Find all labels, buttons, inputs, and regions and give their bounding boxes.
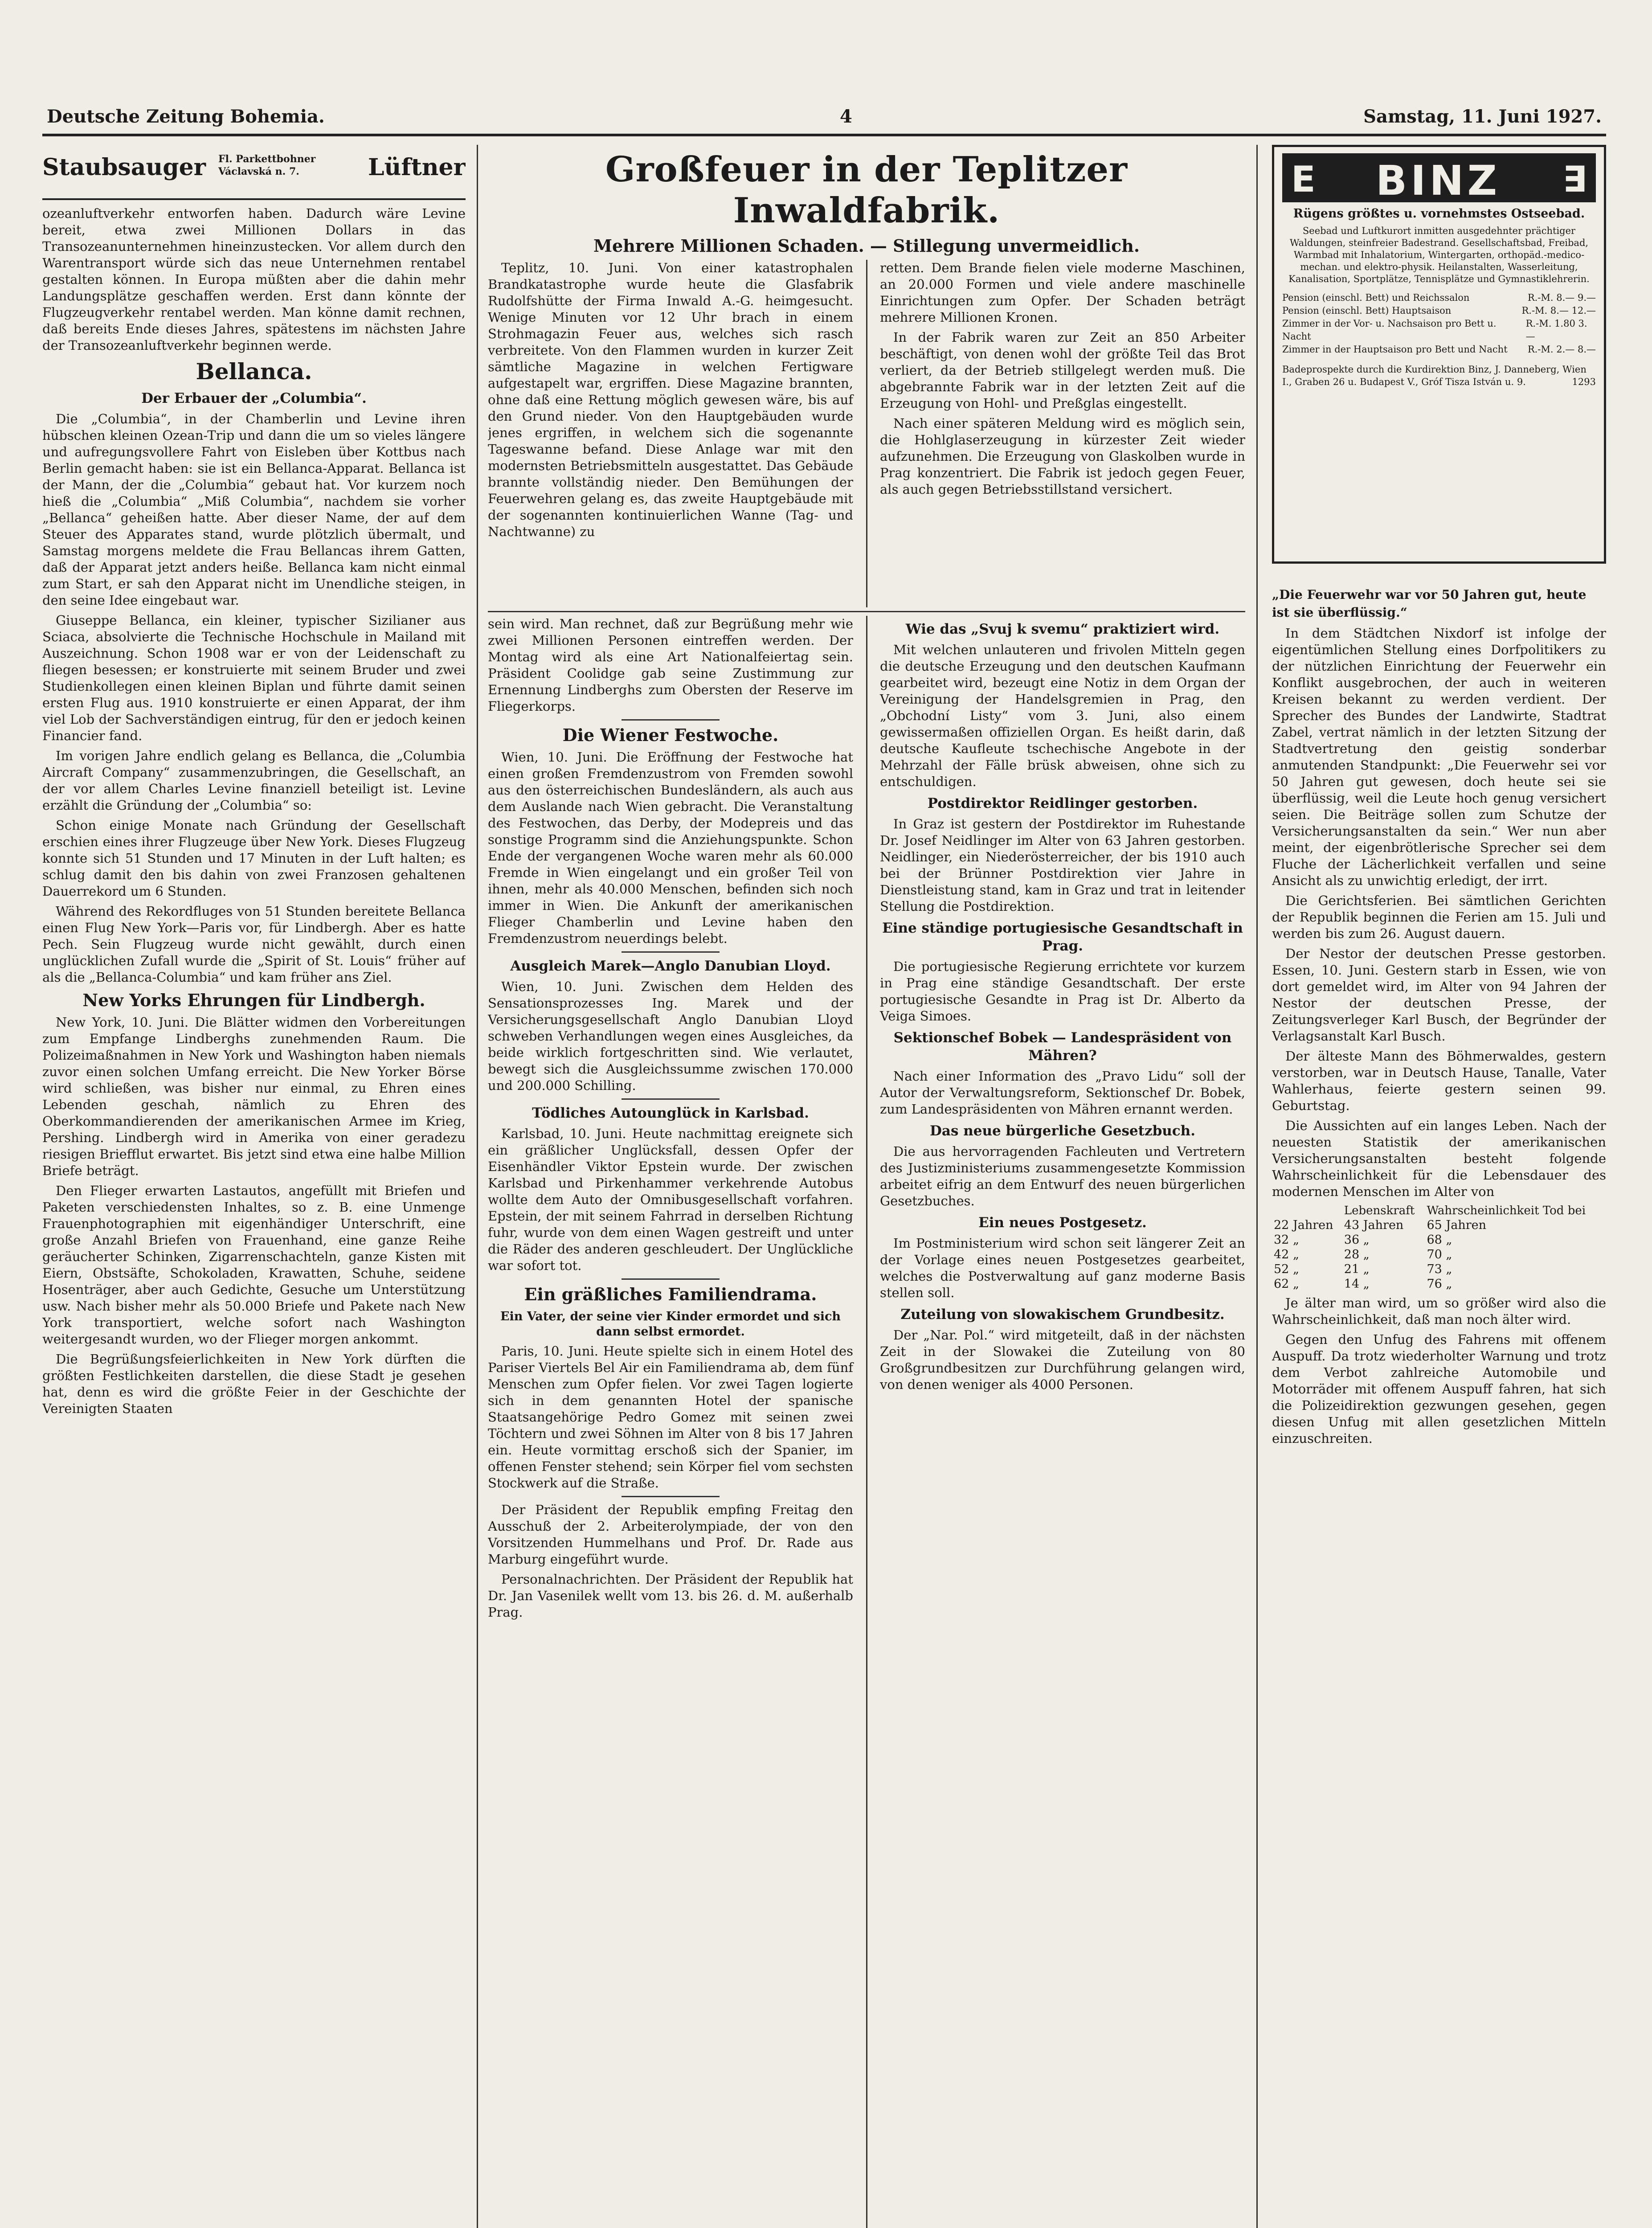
lower-articles [488,616,1245,2228]
headline-lindbergh: New Yorks Ehrungen für Lindbergh. [82,990,425,1010]
headline-svuj: Wie das „Svuj k svemu“ praktiziert wird. [905,621,1220,637]
main-headline: Großfeuer in der Teplitzer Inwaldfabrik. [605,149,1128,231]
issue-date: Samstag, 11. Juni 1927. [1363,106,1602,127]
article-paragraph: Paris, 10. Juni. Heute spielte sich in einem Hotel des Pariser Viertels Bel Air ein Familiendrama ab, dem fünf Menschen zum Opfer fielen. Vor zwei Tagen logierte sich in dem genannten Hotel der spanische Staatsangehörige Pedro Gomez mit seinen zwei Töchtern und zwei Söhnen im Alter von 8 bis 17 Jahren ein. Heute vormittag erschoß sich der Spanier, im offenen Fenster stehend; sein Körper fiel vom sechsten Stockwerk auf die Straße. [488,1343,853,1491]
banner-ornament-left: E [1291,159,1316,200]
article-paragraph: Der „Nar. Pol.“ wird mitgeteilt, daß in der nächsten Zeit in der Slowakei die Zuteilung von 80 Großgrundbesitzen zur Durchführung gelangen wird, von denen weniger als 4000 Personen. [880,1327,1245,1392]
article-paragraph: In Graz ist gestern der Postdirektor im Ruhestande Dr. Josef Neidlinger im Alter von 63 Jahren gestorben. Neidlinger, ein Niederösterreicher, der bis 1910 auch bei der Brünner Postdirektion vier Jahre in Dienstleistung stand, kam in Graz und trat in leitender Stellung die Postdirektion. [880,816,1245,914]
column-divider [1256,145,1258,2228]
running-head [42,102,1606,136]
article-paragraph: Karlsbad, 10. Juni. Heute nachmittag ereignete sich ein gräßlicher Unglücksfall, dessen Opfer der Eisenhändler Viktor Epstein wurde. Der zwischen Karlsbad und Pirkenhammer verkehrende Autobus wollte dem Auto der Omnibusgesellschaft vorfahren. Epstein, der mit seinem Fahrrad in derselben Richtung fuhr, wurde von dem einen Wagen gestreift und unter die Räder des anderen geschleudert. Der Unglückliche war sofort tot. [488,1126,853,1273]
headline-neidlinger: Postdirektor Reidlinger gestorben. [927,795,1198,811]
life-expectancy-table [1272,1204,1606,1291]
article-paragraph: Je älter man wird, um so größer wird also die Wahrscheinlichkeit, daß man noch älter wird. [1272,1295,1606,1327]
article-paragraph: retten. Dem Brande fielen viele moderne Maschinen, an 20.000 Formen und viele andere maschinelle Einrichtungen zum Opfer. Der Schaden beträgt mehrere Millionen Kronen. [880,260,1245,325]
notice-paragraph: Die Aussichten auf ein langes Leben. Nach der neuesten Statistik der amerikanischen Versicherungsanstalten besteht folgende Wahrscheinlichkeit für die Lebensdauer des modernen Menschen im Alter von [1272,1118,1606,1199]
ad-number: 1293 [1572,377,1596,387]
ad-brand: Lüftner [368,154,466,181]
binz-description: Seebad und Luftkurort inmitten ausgedehnter prächtiger Waldungen, steinfreier Badestrand. Gesellschaftsbad, Freibad, Warmbad mit Inhalatorium, Wintergarten, orthopäd.-medico-mechan. und elektro-physik. Heilanstalten, Wasserleitung, Kanalisation, Sportplätze, Tennisplätze und Gymnastiklehrerin. [1288,225,1590,284]
article-paragraph: Giuseppe Bellanca, ein kleiner, typischer Sizilianer aus Sciaca, absolvierte die Technische Hochschule in Mailand mit Auszeichnung. Schon 1908 war er von der Leidenschaft zu fliegen besessen; er konstruierte mit seinem Bruder und zwei Studienkollegen einen kleinen Biplan und führte damit seinen ersten Flug aus. 1910 konstruierte er einen Apparat, der ihm viel Lob der Sachverständigen eintrug, für den er jedoch keinen Financier fand. [42,613,466,743]
pension-prices [1282,291,1596,356]
article-paragraph: Die „Columbia“, in der Chamberlin und Levine ihren hübschen kleinen Ozean-Trip und dann die um so vieles längere und aufregungsvollere Fahrt von Eisleben über Kottbus nach Berlin gemacht haben: sie ist ein Bellanca-Apparat. Bellanca ist der Mann, der die „Columbia“ gebaut hat. Vor kurzem noch hieß die „Columbia“ „Miß Columbia“, nachdem sie vorher „Bellanca“ geheißen hatte. Aber dieser Name, der auf dem Steuer des Apparates stand, wurde plötzlich übermalt, und Samstag morgens meldete die Frau Bellancas ihrem Gatten, daß der Apparat jetzt anders heiße. Bellanca kam nicht einmal zum Start, er sah den Apparat nicht im Unendliche steigen, in den seine Idee eingebaut war. [42,411,466,608]
binz-tagline: Rügens größtes u. vornehmstes Ostseebad. [1293,207,1585,221]
article-paragraph: Während des Rekordfluges von 51 Stunden bereitete Bellanca einen Flug New York—Paris vor, für Lindbergh. Aber es hatte Pech. Sein Flugzeug wurde nicht gewählt, durch einen unglücklichen Zufall wurde die „Spirit of St. Louis“ früher auf als die „Bellanca-Columbia“ und kam früher ans Ziel. [42,904,466,985]
article-continuation: sein wird. Man rechnet, daß zur Begrüßung mehr wie zwei Millionen Personen eintreffen werden. Der Montag wird als eine Art Nationalfeiertag sein. Präsident Coolidge gab seine Zustimmung zur Ernennung Lindberghs zum Obersten der Reserve im Fliegerkorps. [488,616,853,714]
notice-paragraph: Personalnachrichten. Der Präsident der Republik hat Dr. Jan Vasenilek wellt vom 13. bis 26. d. M. außerhalb Prag. [488,1572,853,1620]
headline-grundbesitz: Zuteilung von slowakischem Grundbesitz. [900,1306,1225,1323]
article-paragraph: Die Begrüßungsfeierlichkeiten in New York dürften die größten Festlichkeiten darstellen, die diese Stadt je gesehen hat, denn es wird die größte Feier in der Geschichte der Vereinigten Staaten [42,1352,466,1416]
pension-row: Zimmer in der Vor- u. Nachsaison pro Bett u. Nacht R.-M. 1.80 3.— [1282,318,1587,342]
binz-wordmark: BINZ [1376,157,1501,205]
divider [622,719,720,721]
article-paragraph: Schon einige Monate nach Gründung der Gesellschaft erschien eines ihrer Flugzeuge über New York. Dieses Flugzeug konnte sich 51 Stunden und 17 Minuten in der Luft halten; es schlug damit den bis dahin von zwei Franzosen gehaltenen Dauerrekord um 6 Stunden. [42,818,466,899]
article-paragraph: Die portugiesische Regierung errichtete vor kurzem in Prag eine ständige Gesandtschaft. Der erste portugiesische Gesandte in Prag ist Dr. Alberto da Veiga Simoes. [880,959,1245,1024]
ad-address: Fl. Parkettbohner Václavská n. 7. [218,153,316,177]
headline-ausgleich: Ausgleich Marek—Anglo Danubian Lloyd. [510,958,831,974]
newspaper-page [42,102,1606,2228]
table-row: 32 „ 36 „ 68 „ [1274,1233,1452,1247]
headline-gesandtschaft: Eine ständige portugiesische Gesandtschaft in Prag. [882,920,1243,954]
fire-article [488,260,1245,607]
article-paragraph: Im Postministerium wird schon seit längerer Zeit an der Vorlage eines neuen Postgesetzes gearbeitet, welches die Postverwaltung auf ganz moderne Basis stellen soll. [880,1236,1245,1300]
divider [622,1496,720,1497]
notice-paragraph: Die Gerichtsferien. Bei sämtlichen Gerichten der Republik beginnen die Ferien am 15. Juli und werden bis zum 26. August dauern. [1272,893,1606,941]
article-paragraph: Nach einer Information des „Pravo Lidu“ soll der Autor der Verwaltungsreform, Sektionschef Dr. Bobek, zum Landespräsidenten von Mähren ernannt werden. [880,1069,1245,1117]
table-row: 62 „ 14 „ 76 „ [1274,1277,1452,1291]
article-paragraph: New York, 10. Juni. Die Blätter widmen den Vorbereitungen zum Empfange Lindberghs zunehmenden Raum. Die Polizeimaßnahmen in New York und Washington haben niemals zuvor einen solchen Umfang erreicht. Die New Yorker Börse wird schließen, was bisher nur einmal, zu Ehren eines Lebenden geschah, nämlich zu Ehren des Oberkommandierenden der amerikanischen Armee im Krieg, Pershing. Lindbergh wird in Amerika von einer geradezu riesigen Briefflut erwartet. Bis jetzt sind etwa eine halbe Million Briefe beträgt. [42,1015,466,1178]
lower-right-column [880,616,1245,1397]
fire-article-right [880,260,1245,501]
headline-postgesetz: Ein neues Postgesetz. [978,1215,1147,1231]
article-paragraph: Den Flieger erwarten Lastautos, angefüllt mit Briefen und Paketen verschiedensten Inhaltes, so z. B. eine Unmenge Frauenphotographien mit eigenhändiger Unterschrift, eine große Anzahl Briefen von Frauenhand, eine ganze Reihe geräucherter Schinken, Zigarrenschachteln, ganze Kisten mit Eiern, Obstsäfte, Schokoladen, Krawatten, Schuhe, seidene Hosenträger, aber auch Gedichte, Gesuche um Unterstützung usw. Nach bisher mehr als 50.000 Briefe und Pakete nach New York transportiert, welche sofort nach Washington weitergesandt wurden, wo der Flieger morgen ankommt. [42,1183,466,1347]
lower-left-column [488,616,853,1624]
binz-banner [1282,153,1596,205]
headline-bellanca: Bellanca. [196,358,312,385]
vacuum-advertisement [42,145,466,200]
banner-ornament-right: ∃ [1562,159,1587,200]
divider [622,951,720,953]
article-paragraph: Die aus hervorragenden Fachleuten und Vertretern des Justizministeriums zusammengesetzte Kommission arbeitet eifrig an dem Entwurf des neuen bürgerlichen Gesetzbuches. [880,1144,1245,1208]
page-number: 4 [840,106,852,127]
binz-footer: Badeprospekte durch die Kurdirektion Binz, J. Danneberg, Wien I., Graben 26 u. Budapest V., Gróf Tisza István u. 9. 1293 [1282,364,1596,387]
notice-paragraph: Der älteste Mann des Böhmerwaldes, gestern verstorben, war in Deutsch Hause, Tanalle, Vater Wahlerhaus, feierte gestern seinen 99. Geburtstag. [1272,1048,1606,1113]
divider [622,1098,720,1100]
subheadline-bellanca: Der Erbauer der „Columbia“. [141,390,367,406]
article-paragraph: Mit welchen unlauteren und frivolen Mitteln gegen die deutsche Erzeugung und den deutschen Kaufmann gearbeitet wird, bezeugt eine Notiz in dem Organ der Vereinigung der Handelsgremien in Prag, den „Obchodní Listy“ vom 3. Juni, also einem gewissermaßen offiziellen Organ. Es heißt darin, daß deutsche Kaufleute tschechische Angebote in der Mehrzahl der Fälle brüsk abweisen, ohne sich zu entschuldigen. [880,642,1245,789]
article-paragraph: In dem Städtchen Nixdorf ist infolge der eigentümlichen Stellung eines Dorfpolitikers zu der nützlichen Einrichtung der Feuerwehr ein Konflikt ausgebrochen, der auch in weiteren Kreisen bekannt zu werden verdient. Der Sprecher des Bundes der Landwirte, Stadtrat Zabel, vertrat nämlich in der letzten Sitzung der Stadtvertretung den geistig sonderbar anmutenden Standpunkt: „Die Feuerwehr sei vor 50 Jahren gut gewesen, doch heute sei sie überflüssig, weil die Leute hoch genug versichert seien. Die Beiträge sollen zum Schutze der Versicherungsanstalten da sein.“ Wer nun aber meint, der eigenbrötlerische Sprecher sei dem Fluche der Lächerlichkeit verfallen und seine Ansicht als zu unwichtig erledigt, der irrt. [1272,626,1606,888]
column-divider [866,616,867,2228]
column-divider [866,260,867,607]
section-divider [488,611,1245,612]
notice-paragraph: Gegen den Unfug des Fahrens mit offenem Auspuff. Da trotz wiederholter Warnung und trotz dem Verbot zahlreiche Automobile und Motorräder mit offenem Auspuff fahren, hat sich die Polizeidirektion gezwungen gesehen, gegen diesen Unfug mit allen gesetzlichen Mitteln einzuschreiten. [1272,1332,1606,1446]
pension-row: Pension (einschl. Bett) Hauptsaison R.-M. 8.— 12.— [1282,305,1596,316]
article-paragraph: Wien, 10. Juni. Die Eröffnung der Festwoche hat einen großen Fremdenzustrom von Fremden sowohl aus den österreichischen Bundesländern, als auch aus dem Auslande nach Wien gebracht. Die Veranstaltung des Festwochen, das Derby, der Modepreis und das sonstige Programm sind die Anziehungspunkte. Schon Ende der vergangenen Woche waren mehr als 60.000 Fremde in Wien eingelangt und ein großer Teil von ihnen, mehr als 40.000 Menschen, befinden sich noch immer in Wien. Die Ankunft der amerikanischen Flieger Chamberlin und Levine haben den Fremdenzustrom neuerdings belebt. [488,749,853,946]
article-paragraph: Im vorigen Jahre endlich gelang es Bellanca, die „Columbia Aircraft Company“ zusammenzubringen, die Gesellschaft, an der vor allem Charles Levine finanziell beteiligt ist. Levine erzählt die Gründung der „Columbia“ so: [42,748,466,813]
column-middle [488,145,1245,2228]
column-divider [477,145,478,2228]
column-right [1272,145,1606,2228]
article-paragraph: In der Fabrik waren zur Zeit an 850 Arbeiter beschäftigt, von denen wohl der größte Teil das Brot verliert, da der Betrieb stillgelegt werden muß. Die abgebrannte Fabrik war in der letzten Zeit auf die Erzeugung von Hohl- und Preßglas eingestellt. [880,330,1245,411]
subheadline-familiendrama: Ein Vater, der seine vier Kinder ermordet und sich dann selbst ermordet. [500,1310,841,1339]
table-row: 22 Jahren 43 Jahren 65 Jahren [1274,1218,1486,1232]
article-paragraph: Teplitz, 10. Juni. Von einer katastrophalen Brandkatastrophe wurde heute die Glasfabrik Rudolfshütte der Firma Inwald A.-G. heimgesucht. Wenige Minuten vor 12 Uhr brach in einem Strohmagazin Feuer aus, welches sich rasch verbreitete. Von den Flammen wurden in kurzer Zeit sämtliche Magazine in welchen Fertigware aufgestapelt war, ergriffen. Diese Magazine brannten, ohne daß eine Rettung möglich gewesen wäre, bis auf den Grund nieder. Von den Hauptgebäuden wurde jenes ergriffen, in welchem sich die sogenannte Tageswanne befand. Diese Anlage war mit den modernsten Betriebsmitteln ausgestattet. Das Gebäude brannte vollständig nieder. Den Bemühungen der Feuerwehren gelang es, das zweite Hauptgebäude mit der sogenannten kontinuierlichen Wanne (Tag- und Nachtwanne) zu [488,260,853,539]
binz-advertisement [1272,145,1606,564]
fire-article-left [488,260,853,544]
headline-familiendrama: Ein gräßliches Familiendrama. [524,1284,817,1304]
article-paragraph: Nach einer späteren Meldung wird es möglich sein, die Hohlglaserzeugung in kürzester Zeit wieder aufzunehmen. Die Erzeugung von Glaskolben wurde in Prag konzentriert. Die Fabrik ist jedoch gegen Feuer, als auch gegen Betriebsstillstand versichert. [880,416,1245,497]
table-row: 42 „ 28 „ 70 „ [1274,1248,1452,1261]
headline-wiener-festwoche: Die Wiener Festwoche. [562,725,779,745]
divider [622,1278,720,1280]
pension-row: Pension (einschl. Bett) und Reichssalon R.-M. 8.— 9.— [1282,292,1596,303]
ad-product: Staubsauger [42,154,206,181]
article-continuation: ozeanluftverkehr entworfen haben. Dadurch wäre Levine bereit, etwa zwei Millionen Dollars in das Transozeanunternehmen hineinzustecken. Vor allem durch den Warentransport würde sich das neue Unternehmen rentabel gestalten können. In Europa müßten aber die dahin mehr Landungsplätze geschaffen werden. Erst dann könnte der Flugzeugverkehr rentabel werden. Man könne damit rechnen, daß bereits Ende dieses Jahres, spätestens im nächsten Jahre der Transozeanluftverkehr beginnen werde. [42,206,466,353]
notice-paragraph: Der Präsident der Republik empfing Freitag den Ausschuß der 2. Arbeiterolympiade, der von den Vorsitzenden Hummelhans und Prof. Dr. Rade aus Marburg eingeführt wurde. [488,1502,853,1567]
headline-feuerwehr: „Die Feuerwehr war vor 50 Jahren gut, heute ist sie überflüssig.“ [1272,587,1587,620]
pension-row: Zimmer in der Hauptsaison pro Bett und Nacht R.-M. 2.— 8.— [1282,344,1596,355]
column-left [42,145,466,2228]
headline-gesetzbuch: Das neue bürgerliche Gesetzbuch. [929,1123,1195,1139]
masthead-name: Deutsche Zeitung Bohemia. [47,106,325,127]
headline-karlsbad: Tödliches Autounglück in Karlsbad. [532,1105,809,1121]
main-subheadline: Mehrere Millionen Schaden. — Stillegung unvermeidlich. [593,236,1140,256]
table-header-row: Lebenskraft Wahrscheinlichkeit Tod bei [1344,1204,1586,1217]
article-paragraph: Wien, 10. Juni. Zwischen dem Helden des Sensationsprozesses Ing. Marek und der Versicherungsgesellschaft Anglo Danubian Lloyd schweben Verhandlungen wegen eines Ausgleiches, da beide wirklich fortgeschritten sind. Wie verlautet, bewegt sich die Ausgleichssumme zwischen 170.000 und 200.000 Schilling. [488,979,853,1093]
headline-bobek: Sektionschef Bobek — Landespräsident von Mähren? [893,1030,1232,1064]
notice-paragraph: Der Nestor der deutschen Presse gestorben. Essen, 10. Juni. Gestern starb in Essen, wie von dort gemeldet wird, im Alter von 94 Jahren der Nestor der deutschen Presse, der Zeitungsverleger Karl Busch, der Begründer der Verlagsanstalt Karl Busch. [1272,946,1606,1044]
table-row: 52 „ 21 „ 73 „ [1274,1262,1452,1276]
